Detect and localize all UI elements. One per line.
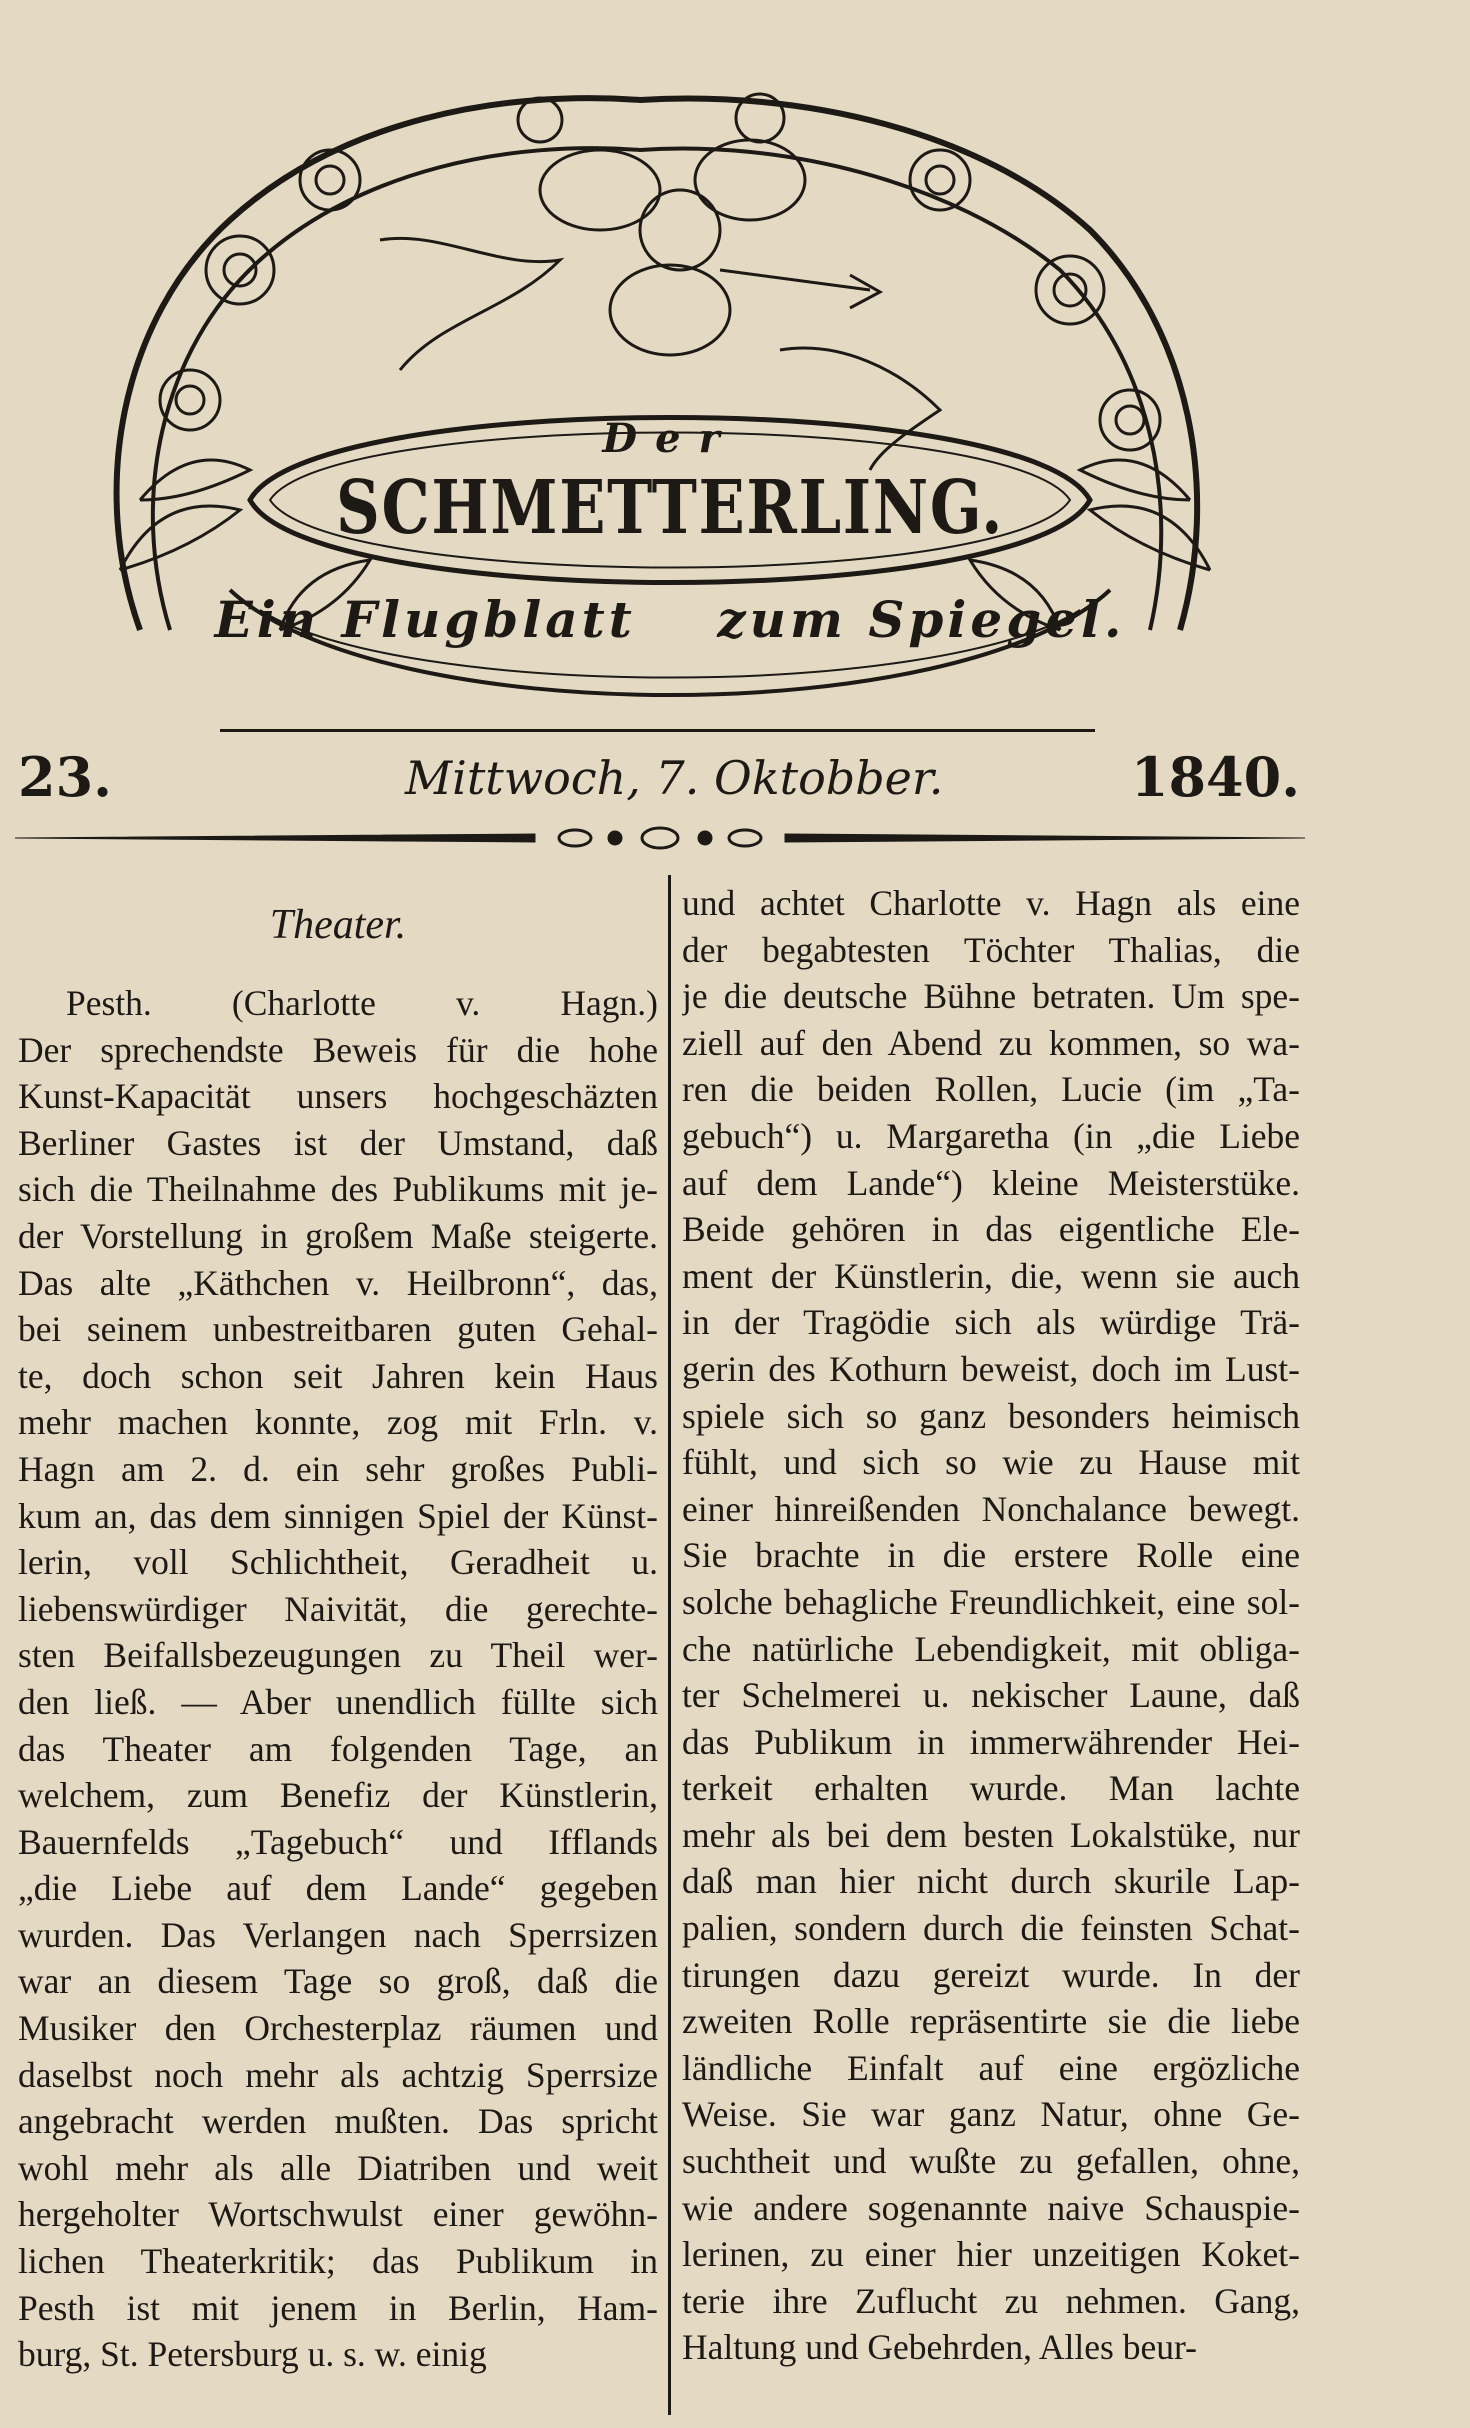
text-line: gerin des Kothurn beweist, doch im Lust- <box>682 1348 1300 1389</box>
text-line: ziell auf den Abend zu kommen, so wa- <box>682 1022 1300 1063</box>
text-line: solche behagliche Freundlichkeit, eine sol- <box>682 1581 1300 1622</box>
text-line: Berliner Gastes ist der Umstand, daß <box>18 1122 658 1163</box>
text-line: hergeholter Wortschwulst einer gewöhn- <box>18 2194 658 2235</box>
text-line: angebracht werden mußten. Das spricht <box>18 2101 658 2142</box>
masthead-subtitle-right: zum Spiegel. <box>717 590 1126 649</box>
text-line: wie andere sogenannte naive Schauspie- <box>682 2187 1300 2228</box>
text-line: Musiker den Orchesterplaz räumen und <box>18 2008 658 2049</box>
text-line: daß man hier nicht durch skurile Lap- <box>682 1861 1300 1902</box>
text-line: den ließ. — Aber unendlich füllte sich <box>18 1681 658 1722</box>
text-line: in der Tragödie sich als würdige Trä- <box>682 1302 1300 1343</box>
text-line: Sie brachte in die erstere Rolle eine <box>682 1535 1300 1576</box>
masthead <box>80 70 1260 720</box>
column-divider <box>668 875 671 2415</box>
text-line: das Publikum in immerwährender Hei- <box>682 1721 1300 1762</box>
text-line: Das alte „Käthchen v. Heilbronn“, das, <box>18 1262 658 1303</box>
right-column-text <box>682 880 1300 2371</box>
masthead-subtitle <box>80 590 1260 649</box>
text-line: spiele sich so ganz besonders heimisch <box>682 1395 1300 1436</box>
left-column-text <box>18 980 658 2378</box>
issue-date: Mittwoch, 7. Oktobber. <box>405 751 944 805</box>
text-line: Haltung und Gebehrden, Alles beur- <box>682 2327 1197 2368</box>
text-line: Kunst-Kapacität unsers hochgeschäzten <box>18 1076 658 1117</box>
text-line: terie ihre Zuflucht zu nehmen. Gang, <box>682 2280 1300 2321</box>
column-right <box>682 880 1300 2371</box>
text-line: der begabtesten Töchter Thalias, die <box>682 929 1300 970</box>
text-line: gebuch“) u. Margaretha (in „die Liebe <box>682 1115 1300 1156</box>
text-line: ment der Künstlerin, die, wenn sie auch <box>682 1255 1300 1296</box>
text-line: tirungen dazu gereizt wurde. In der <box>682 1954 1300 1995</box>
text-line: Weise. Sie war ganz Natur, ohne Ge- <box>682 2094 1300 2135</box>
text-line: daselbst noch mehr als achtzig Sperrsize <box>18 2054 658 2095</box>
text-line: je die deutsche Bühne betraten. Um spe- <box>682 976 1300 1017</box>
text-line: terkeit erhalten wurde. Man lachte <box>682 1768 1300 1809</box>
text-line: Der sprechendste Beweis für die hohe <box>18 1029 658 1070</box>
text-line: das Theater am folgenden Tage, an <box>18 1728 658 1769</box>
dateline <box>0 745 1470 815</box>
text-line: fühlt, und sich so wie zu Hause mit <box>682 1442 1300 1483</box>
section-heading: Theater. <box>269 902 407 948</box>
text-line: Hagn am 2. d. ein sehr großes Publi- <box>18 1448 658 1489</box>
text-line: te, doch schon seit Jahren kein Haus <box>18 1355 658 1396</box>
text-line: suchtheit und wußte zu gefallen, ohne, <box>682 2141 1300 2182</box>
text-line: auf dem Lande“) kleine Meisterstüke. <box>682 1162 1300 1203</box>
text-line: Bauernfelds „Tagebuch“ und Ifflands <box>18 1821 658 1862</box>
text-line: ren die beiden Rollen, Lucie (im „Ta- <box>682 1069 1300 1110</box>
text-line: der Vorstellung in großem Maße steigerte. <box>18 1215 658 1256</box>
text-line: lichen Theaterkritik; das Publikum in <box>18 2241 658 2282</box>
text-line: kum an, das dem sinnigen Spiel der Künst- <box>18 1495 658 1536</box>
text-line: palien, sondern durch die feinsten Schat- <box>682 1908 1300 1949</box>
text-line: „die Liebe auf dem Lande“ gegeben <box>18 1868 658 1909</box>
ornamental-rule <box>15 818 1305 858</box>
text-line: war an diesem Tage so groß, daß die <box>18 1961 658 2002</box>
text-line: und achtet Charlotte v. Hagn als eine <box>682 883 1300 923</box>
column-left <box>18 880 658 2378</box>
issue-number: 23. <box>18 745 112 809</box>
text-line: ter Schelmerei u. nekischer Laune, daß <box>682 1675 1300 1716</box>
masthead-subtitle-left: Ein Flugblatt <box>214 590 636 649</box>
text-line: Pesth ist mit jenem in Berlin, Ham- <box>18 2287 658 2328</box>
text-line: sten Beifallsbezeugungen zu Theil wer- <box>18 1635 658 1676</box>
text-line: mehr machen konnte, zog mit Frln. v. <box>18 1402 658 1443</box>
text-line: lerinen, zu einer hier unzeitigen Koket- <box>682 2234 1300 2275</box>
text-line: Pesth. (Charlotte v. Hagn.) <box>66 983 658 1023</box>
text-line: lerin, voll Schlichtheit, Geradheit u. <box>18 1542 658 1583</box>
text-line: zweiten Rolle repräsentirte sie die liebe <box>682 2001 1300 2042</box>
text-line: mehr als bei dem besten Lokalstüke, nur <box>682 1814 1300 1855</box>
text-line: ländliche Einfalt auf eine ergözliche <box>682 2047 1300 2088</box>
dateline-rule-top <box>220 729 1095 732</box>
text-line: che natürliche Lebendigkeit, mit obliga- <box>682 1628 1300 1669</box>
masthead-title: SCHMETTERLING. <box>336 465 1004 551</box>
masthead-der: Der <box>602 415 738 462</box>
text-line: liebenswürdiger Naivität, die gerechte- <box>18 1588 658 1629</box>
text-line: wohl mehr als alle Diatriben und weit <box>18 2147 658 2188</box>
text-line: welchem, zum Benefiz der Künstlerin, <box>18 1775 658 1816</box>
text-line: bei seinem unbestreitbaren guten Gehal- <box>18 1309 658 1350</box>
text-line: einer hinreißenden Nonchalance bewegt. <box>682 1488 1300 1529</box>
text-line: wurden. Das Verlangen nach Sperrsizen <box>18 1914 658 1955</box>
text-line: Beide gehören in das eigentliche Ele- <box>682 1209 1300 1250</box>
text-line: burg, St. Petersburg u. s. w. einig <box>18 2334 487 2375</box>
text-line: sich die Theilnahme des Publikums mit je- <box>18 1169 658 1210</box>
issue-year: 1840. <box>1130 745 1300 809</box>
